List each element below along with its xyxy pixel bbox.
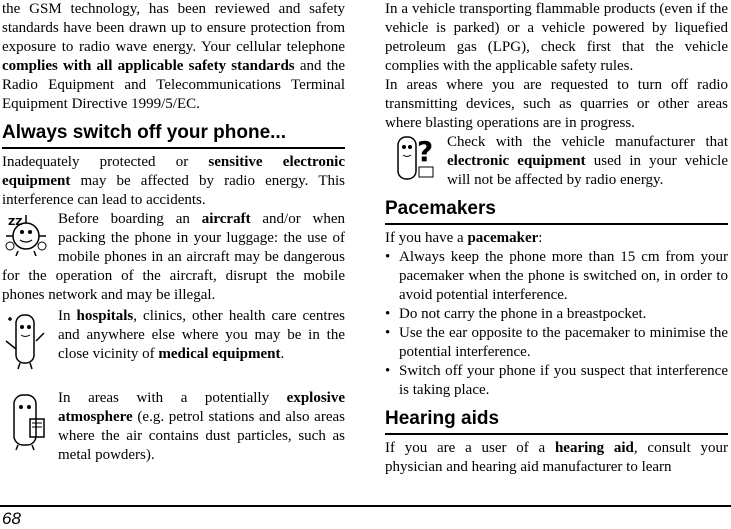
left-column <box>2 0 345 465</box>
hospital-phone-icon <box>2 311 50 371</box>
intro-paragraph: the GSM technology, has been reviewed and safety standards have been drawn up to ensure protection from exposure to radio wave energy. Your cellular telephone complies with all applicable safety standards and the Radio Equipment and Telecommunications Terminal Equipment Directive 1999/5/EC. <box>2 1 346 112</box>
pacemaker-intro: If you have a pacemaker: <box>385 230 543 246</box>
hearing-aids-heading: Hearing aids <box>385 408 728 435</box>
svg-text:?: ? <box>417 135 434 168</box>
hearing-aid-paragraph: If you are a user of a hearing aid, consult your physician and hearing aid manufacturer to learn <box>385 440 729 475</box>
radio-transmit-paragraph: In areas where you are requested to turn off radio transmitting devices, such as quarries or other areas where blasting operations are in progress. <box>385 77 728 131</box>
explosive-phone-icon <box>2 391 50 451</box>
vehicle-paragraph: ? Check with the vehicle manufacturer that electronic equipment used in your vehicle will not be affected by radio energy. <box>385 133 728 190</box>
list-item: • Do not carry the phone in a breastpocket. <box>385 305 728 324</box>
list-item: • Switch off your phone if you suspect that interference is taking place. <box>385 362 728 400</box>
switch-off-heading: Always switch off your phone... <box>2 122 345 149</box>
list-item: • Use the ear opposite to the pacemaker to minimise the potential interference. <box>385 324 728 362</box>
aircraft-paragraph: ZZ Before boarding an aircraft and/or when packing the phone in your luggage: the use of mobile phones in an aircraft may be dangerous for the operation of the aircraft, disrupt the mobile phones network and may be illegal. <box>2 211 345 303</box>
aircraft-phone-icon <box>2 212 50 256</box>
hospitals-paragraph: In hospitals, clinics, other health care centres and anywhere else where you may be in the close vicinity of medical equipment. <box>2 307 345 364</box>
svg-text:ZZ: ZZ <box>8 217 23 228</box>
right-column <box>385 0 728 477</box>
flammable-paragraph: In a vehicle transporting flammable products (even if the vehicle is parked) or a vehicle powered by liquefied petroleum gas (LPG), check first that the vehicle complies with the applicable safety rules. <box>385 1 728 74</box>
sensitive-equipment-paragraph: Inadequately protected or sensitive electronic equipment may be affected by radio energy. This interference can lead to accidents. <box>2 154 345 208</box>
list-item: • Always keep the phone more than 15 cm from your pacemaker when the phone is switched on, in order to avoid potential interference. <box>385 248 728 305</box>
pacemaker-list <box>385 248 728 400</box>
question-phone-icon <box>395 133 437 183</box>
pacemakers-heading: Pacemakers <box>385 198 728 225</box>
footer-rule <box>0 505 731 507</box>
explosive-paragraph: In areas with a potentially explosive atmosphere (e.g. petrol stations and also areas where the air contains dust particles, such as metal powders). <box>2 389 345 465</box>
page-number: 68 <box>2 509 21 528</box>
